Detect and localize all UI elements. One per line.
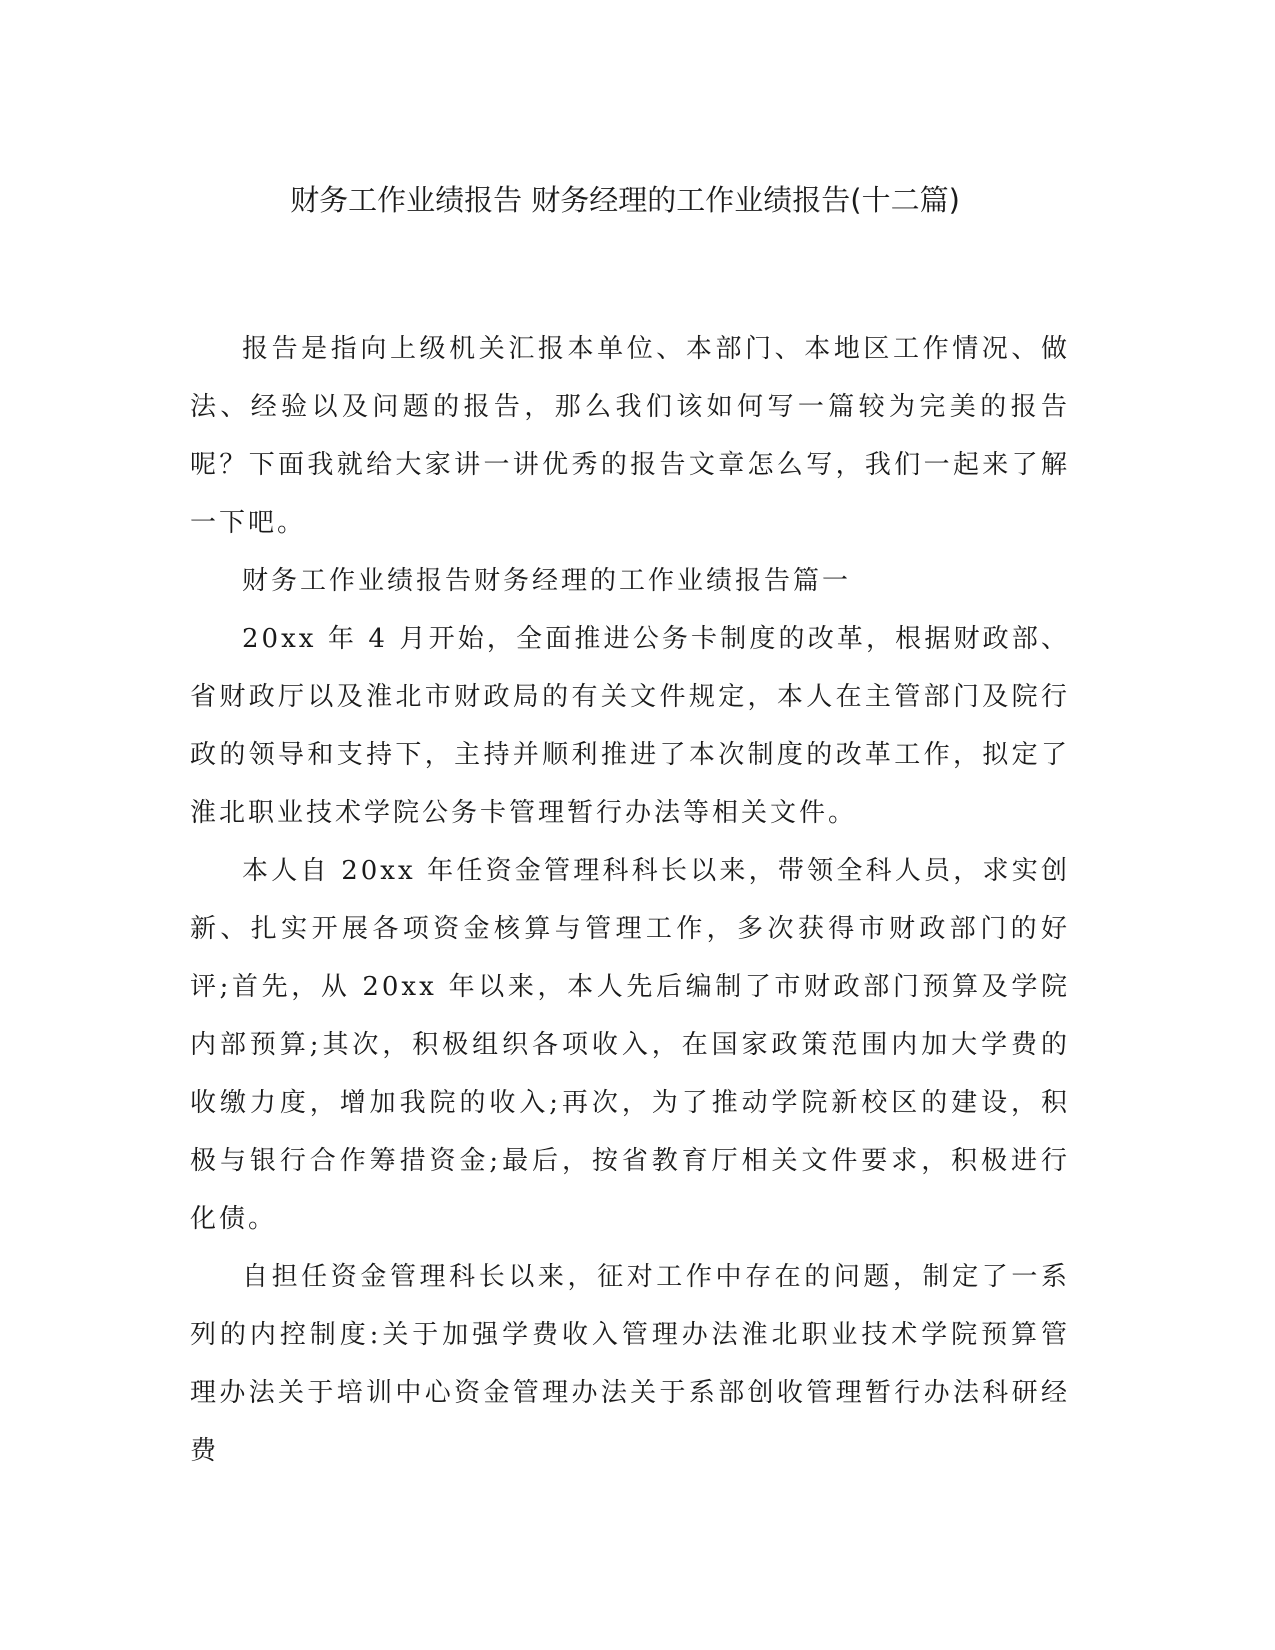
- paragraph-card-reform: 20xx 年 4 月开始，全面推进公务卡制度的改革，根据财政部、省财政厅以及淮北市财政局的有关文件规定，本人在主管部门及院行政的领导和支持下，主持并顺利推进了本次制度的改革工作，拟定了淮北职业技术学院公务卡管理暂行办法等相关文件。: [190, 624, 1070, 828]
- document-title: 财务工作业绩报告 财务经理的工作业绩报告(十二篇): [290, 183, 960, 217]
- paragraph-section-heading: 财务工作业绩报告财务经理的工作业绩报告篇一: [242, 566, 852, 596]
- paragraph-internal-controls: 自担任资金管理科长以来，征对工作中存在的问题，制定了一系列的内控制度:关于加强学费收入管理办法淮北职业技术学院预算管理办法关于培训中心资金管理办法关于系部创收管理暂行办法科研经费: [190, 1262, 1070, 1466]
- paragraph-intro: 报告是指向上级机关汇报本单位、本部门、本地区工作情况、做法、经验以及问题的报告，那么我们该如何写一篇较为完美的报告呢？下面我就给大家讲一讲优秀的报告文章怎么写，我们一起来了解一下吧。: [190, 334, 1070, 538]
- paragraph-fund-management: 本人自 20xx 年任资金管理科科长以来，带领全科人员，求实创新、扎实开展各项资金核算与管理工作，多次获得市财政部门的好评;首先，从 20xx 年以来，本人先后编制了市财政部门预算及学院内部预算;其次，积极组织各项收入，在国家政策范围内加大学费的收缴力度，增加我院的收入;再次，为了推动学院新校区的建设，积极与银行合作筹措资金;最后，按省教育厅相关文件要求，积极进行化债。: [190, 856, 1070, 1234]
- document-body: [190, 320, 1070, 1480]
